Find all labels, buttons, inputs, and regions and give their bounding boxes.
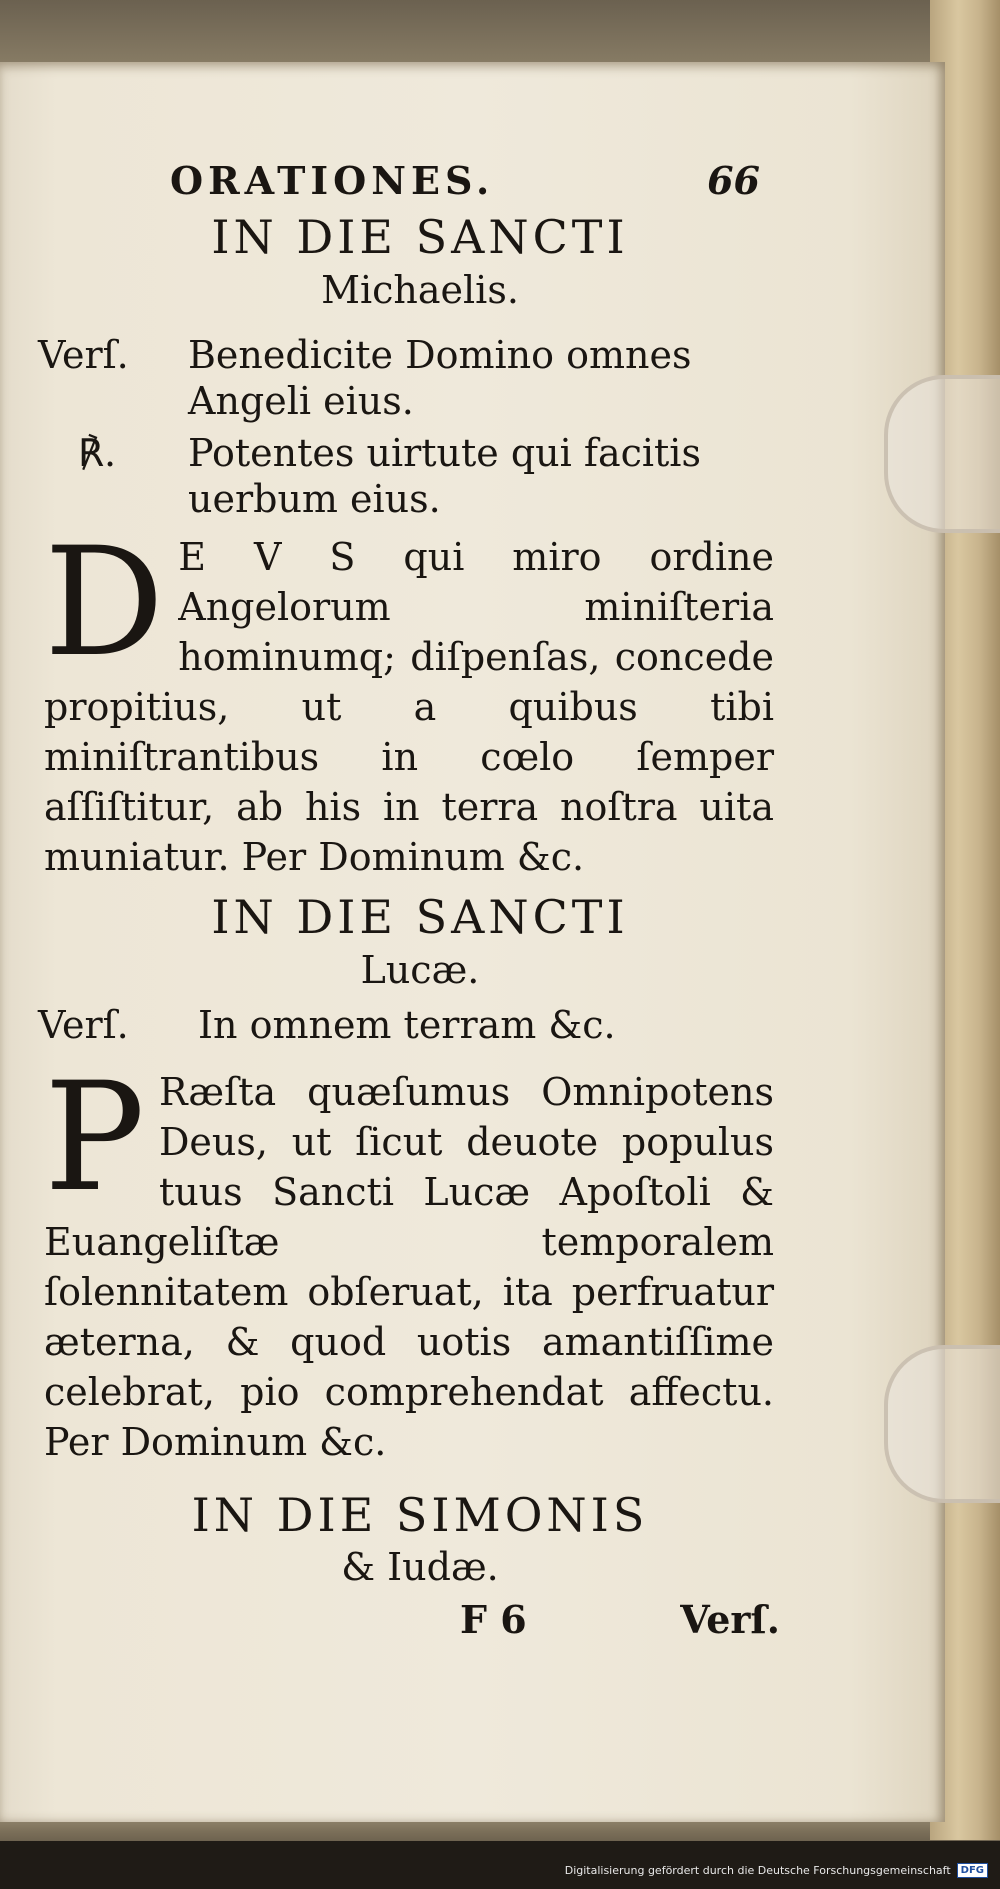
running-head (170, 158, 760, 203)
catchword: Verſ. (680, 1597, 780, 1642)
prayer-text: E V S qui miro ordine Angelorum miniſteria hominumq; diſpenſas, concede propitius, ut a quibus tibi miniſtrantibus in cœlo ſemper aſſiſtitur, ab his in terra noſtra uita muniatur. Per Dominum &c. (44, 535, 774, 879)
prayer-paragraph (44, 516, 774, 882)
section-heading: IN DIE SANCTI (211, 890, 629, 944)
page-clip-top (884, 375, 1000, 533)
signature-line (460, 1597, 780, 1642)
verse-label: Verſ. (38, 333, 129, 377)
section-subheading: Lucæ. (360, 948, 480, 992)
verse-label: Verſ. (38, 1003, 129, 1047)
section-subheading: Michaelis. (321, 268, 519, 312)
page-number: 66 (707, 158, 760, 203)
verse-text: Benedicite Domino omnes Angeli eius. (188, 333, 692, 423)
section-subheading: & Iudæ. (341, 1545, 499, 1589)
credit-text: Digitalisierung gefördert durch die Deutsche Forschungsgemeinschaft (564, 1863, 951, 1877)
drop-cap: D (44, 516, 165, 690)
section-heading: IN DIE SANCTI (211, 210, 629, 264)
page-text (0, 62, 945, 1822)
verse-text: In omnem terram &c. (198, 1003, 616, 1047)
section-heading: IN DIE SIMONIS (191, 1488, 649, 1542)
response-label: ℟. (78, 431, 117, 475)
running-head-title: ORATIONES. (170, 158, 495, 203)
drop-cap: P (44, 1051, 145, 1225)
response-line (38, 430, 768, 522)
verse-line (38, 1002, 768, 1048)
page-clip-bottom (884, 1345, 1000, 1503)
book-page (0, 62, 945, 1822)
prayer-text: Ræſta quæſumus Omnipotens Deus, ut ſicut deuote populus tuus Sancti Lucæ Apoſtoli & Euangeliſtæ temporalem ſolennitatem obſeruat, ita perfruatur æterna, & quod uotis amantiſſime celebrat, pio comprehendat affectu. Per Dominum &c. (44, 1070, 774, 1464)
signature-mark: F 6 (460, 1597, 527, 1642)
prayer-paragraph (44, 1051, 774, 1467)
dfg-logo-icon: DFG (957, 1863, 988, 1878)
response-text: Potentes uirtute qui facitis uerbum eius. (188, 431, 701, 521)
digitization-credit (565, 1859, 988, 1881)
verse-line (38, 332, 768, 424)
